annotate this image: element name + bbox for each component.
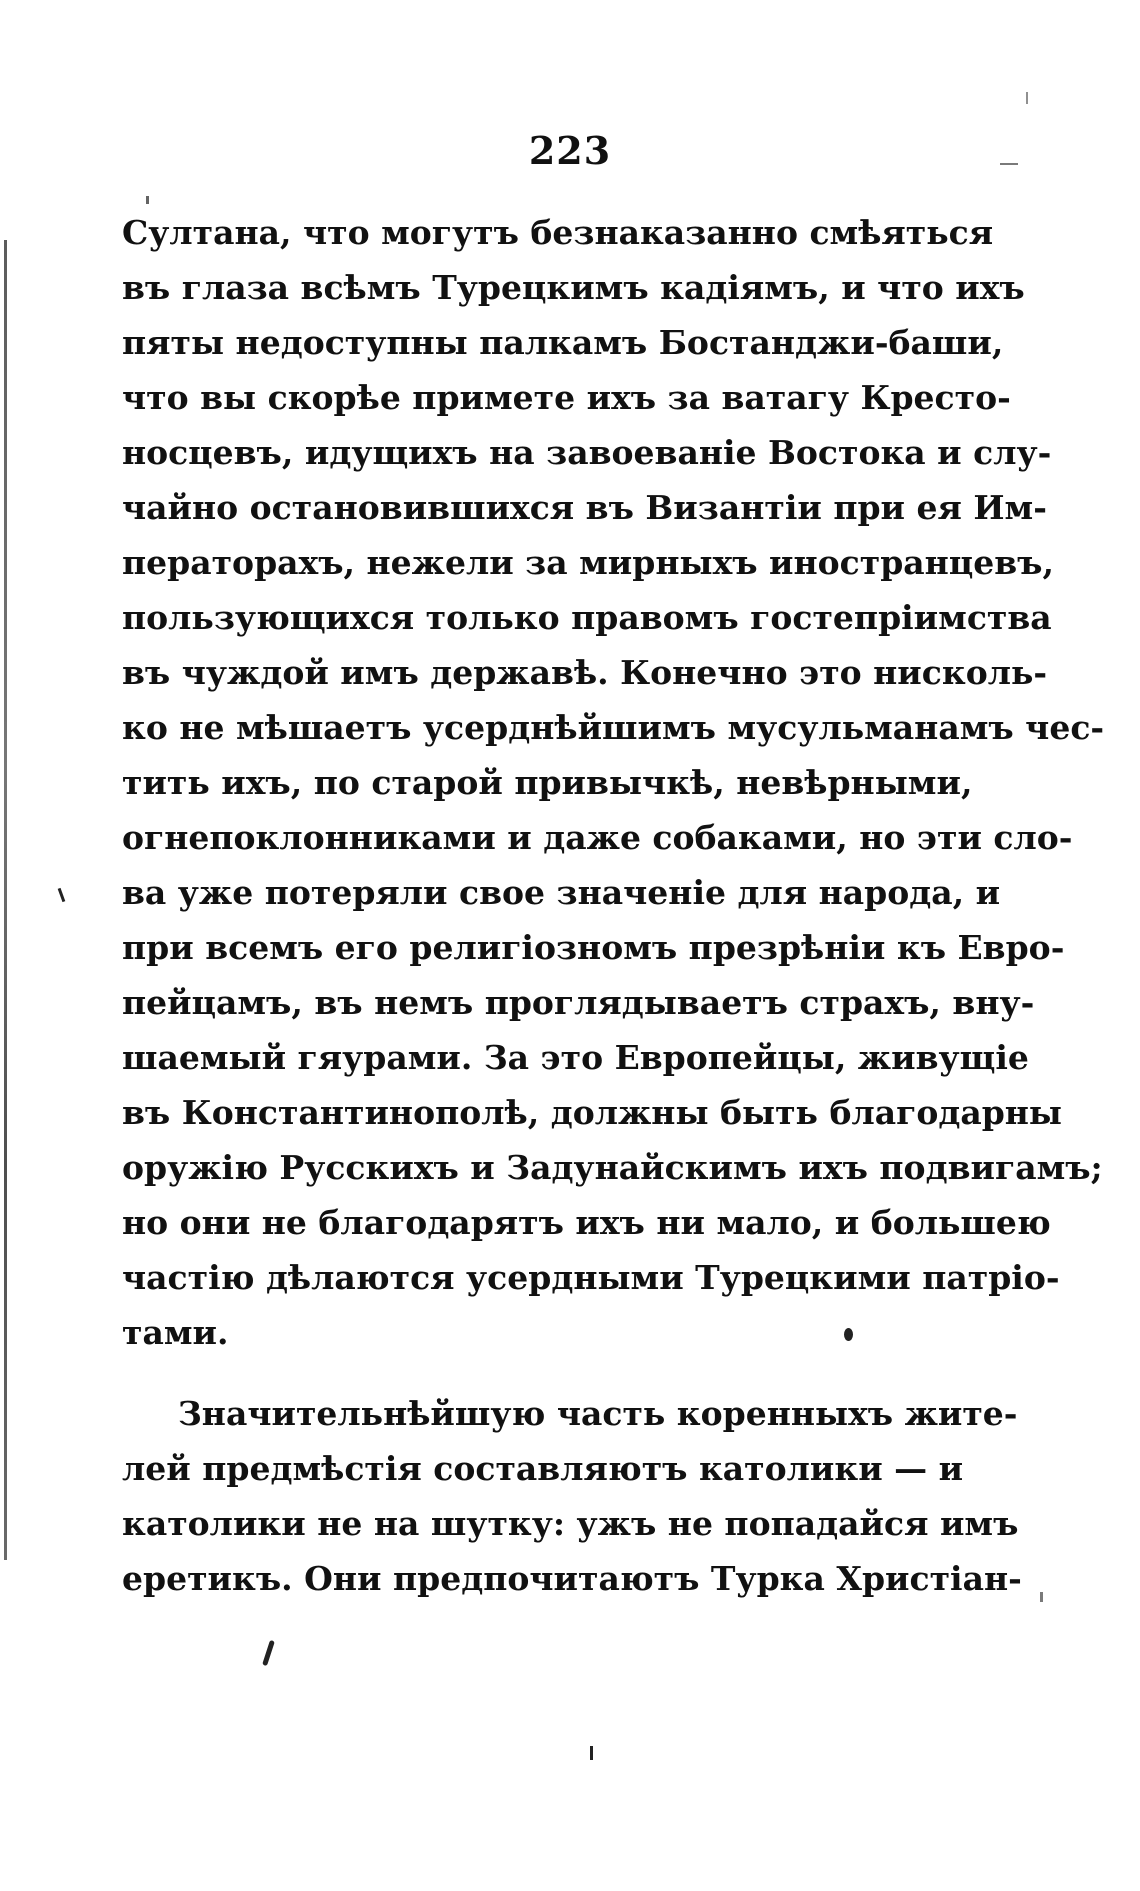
text-line: еретикъ. Они предпочитаютъ Турка Христіан-: [122, 1559, 1022, 1598]
text-line: ва уже потеряли свое значеніе для народа, и: [122, 873, 1001, 912]
text-line: пользующихся только правомъ гостепріимства: [122, 598, 1052, 637]
text-line: но они не благодарятъ ихъ ни мало, и большею: [122, 1203, 1051, 1242]
page-number: 223: [528, 128, 612, 173]
scan-speck: [1000, 163, 1018, 165]
scan-speck: [146, 196, 149, 204]
scan-speck: [844, 1328, 853, 1341]
text-line: при всемъ его религіозномъ презрѣніи къ Евро-: [122, 928, 1065, 967]
text-line: тить ихъ, по старой привычкѣ, невѣрными,: [122, 763, 973, 802]
scan-speck: [1026, 92, 1028, 104]
text-line: Султана, что могутъ безнаказанно смѣяться: [122, 213, 994, 252]
paragraph-2: [122, 1386, 1022, 1606]
text-line: пяты недоступны палкамъ Бостанджи-баши,: [122, 323, 1004, 362]
scan-speck: [262, 1640, 275, 1666]
text-line: частію дѣлаются усердными Турецкими патріо-: [122, 1258, 1060, 1297]
scan-speck: [1040, 1592, 1043, 1602]
text-line: шаемый гяурами. За это Европейцы, живущіе: [122, 1038, 1029, 1077]
text-line: въ глаза всѣмъ Турецкимъ кадіямъ, и что ихъ: [122, 268, 1025, 307]
text-line: тами.: [122, 1313, 229, 1352]
text-line: ператорахъ, нежели за мирныхъ иностранцевъ,: [122, 543, 1054, 582]
paragraph-gap: [122, 1360, 960, 1386]
text-line: огнепоклонниками и даже собаками, но эти сло-: [122, 818, 1073, 857]
text-line: ко не мѣшаетъ усерднѣйшимъ мусульманамъ чес-: [122, 708, 1105, 747]
text-line: пейцамъ, въ немъ проглядываетъ страхъ, вну-: [122, 983, 1035, 1022]
text-line: что вы скорѣе примете ихъ за ватагу Кресто-: [122, 378, 1011, 417]
text-line: въ Константинополѣ, должны быть благодарны: [122, 1093, 1063, 1132]
text-line: Значительнѣйшую часть коренныхъ жите-: [178, 1394, 1018, 1433]
scan-speck: [590, 1746, 593, 1760]
scan-speck: [58, 888, 66, 902]
paragraph-1: [122, 205, 1105, 1360]
text-line: католики не на шутку: ужъ не попадайся имъ: [122, 1504, 1019, 1543]
body-text: [122, 205, 1105, 1606]
text-line: чайно остановившихся въ Византіи при ея Им-: [122, 488, 1047, 527]
scan-edge-shadow: [4, 240, 7, 1560]
text-line: оружію Русскихъ и Задунайскимъ ихъ подвигамъ;: [122, 1148, 1103, 1187]
text-line: въ чуждой имъ державѣ. Конечно это нисколь-: [122, 653, 1048, 692]
text-line: носцевъ, идущихъ на завоеваніе Востока и слу-: [122, 433, 1052, 472]
text-line: лей предмѣстія составляютъ католики — и: [122, 1449, 964, 1488]
